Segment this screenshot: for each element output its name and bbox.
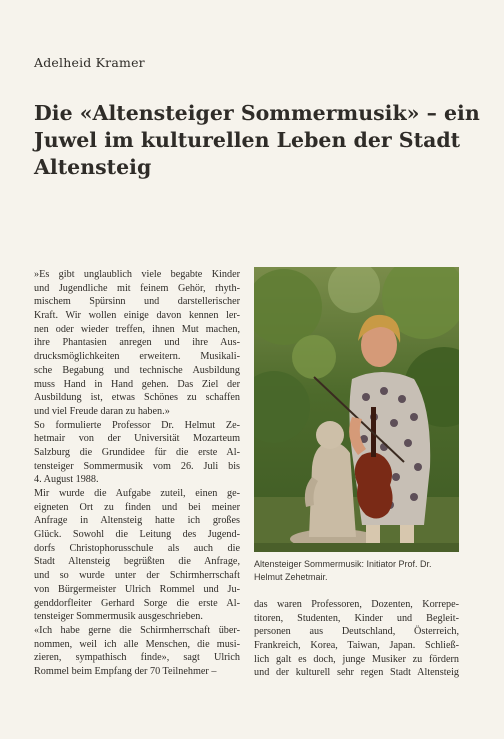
text-line: und viel Freude daran zu haben.» bbox=[34, 405, 170, 417]
text-line: Glück. Sowohl die Leitung des Jugend- bbox=[34, 529, 240, 541]
text-line: ihre Phantasien anregen und ihre Aus- bbox=[34, 337, 240, 349]
text-line: So formulierte Professor Dr. Helmut Ze- bbox=[34, 419, 240, 431]
text-line: hetmair von der Universität Mozarteum bbox=[34, 433, 240, 445]
text-line: 4. August 1988. bbox=[34, 474, 99, 486]
text-line: und Jugendliche mit feinem Gehör, rhyth- bbox=[34, 282, 240, 294]
title-line: Juwel im kulturellen Leben der Stadt bbox=[34, 128, 461, 152]
text-line: Stadt Altensteig begrüßten die Anfrage, bbox=[34, 556, 240, 568]
left-text-column bbox=[34, 268, 240, 679]
caption-line: Altensteiger Sommermusik: Initiator Prof. Dr. bbox=[254, 559, 432, 569]
text-line: eigneten Ort zu finden und bei meiner bbox=[34, 501, 240, 513]
photo-illustration bbox=[254, 267, 459, 552]
text-line: «Ich habe gerne die Schirmherrschaft über- bbox=[34, 624, 240, 636]
text-line: von Bürgermeister Ulrich Rommel und Ju- bbox=[34, 583, 240, 595]
text-line: personen aus Deutschland, Österreich, bbox=[254, 626, 459, 638]
text-line: nommen, weil ich alle Menschen, die musi- bbox=[34, 638, 240, 650]
text-line: muss Hand in Hand gehen. Das Ziel der bbox=[34, 378, 240, 390]
title-line: Altensteig bbox=[34, 155, 152, 179]
text-line: und so wurde unter der Schirmherrschaft bbox=[34, 570, 240, 582]
photo-caption bbox=[254, 558, 459, 583]
text-line: tensteiger Sommermusik vom 26. Juli bis bbox=[34, 460, 240, 472]
text-line: drucksmöglichkeiten erweitern. Musikali- bbox=[34, 351, 240, 363]
text-line: »Es gibt unglaublich viele begabte Kinder bbox=[34, 269, 240, 280]
author-name: Adelheid Kramer bbox=[34, 55, 145, 70]
article-title bbox=[34, 100, 480, 181]
text-line: titoren, Studenten, Kinder und Begleit- bbox=[254, 612, 459, 624]
text-line: zieren, sympathisch finde», sagt Ulrich bbox=[34, 652, 240, 664]
text-line: lich galt es doch, junge Musiker zu fördern bbox=[254, 653, 459, 665]
text-line: Ausbildung ist, etwas Schönes zu schaffen bbox=[34, 392, 240, 404]
text-line: Kraft. Wir wollen einige davon kennen ler- bbox=[34, 310, 240, 322]
caption-line: Helmut Zehetmair. bbox=[254, 571, 328, 582]
title-line: Die «Altensteiger Sommermusik» – ein bbox=[34, 101, 480, 125]
text-line: sche Begabung und technische Ausbildung bbox=[34, 364, 240, 376]
right-text-column bbox=[254, 598, 459, 680]
text-line: das waren Professoren, Dozenten, Korrepe- bbox=[254, 599, 459, 610]
text-line: Salzburg die Grundidee für die erste Al- bbox=[34, 446, 240, 458]
text-line: dorfs Christophorusschule als auch die bbox=[34, 542, 240, 554]
text-line: genddorfleiter Gerhard Sorge die erste Al- bbox=[34, 597, 240, 609]
text-line: Anfrage in Altensteig hatte ich großes bbox=[34, 515, 240, 527]
text-line: Mir wurde die Aufgabe zuteil, einen ge- bbox=[34, 488, 240, 499]
text-line: Frankreich, Korea, Taiwan, Japan. Schließ- bbox=[254, 640, 459, 652]
text-line: und der kulturell sehr regen Stadt Altensteig bbox=[254, 667, 459, 679]
text-line: nen oder wieder treffen, ihnen Mut machen, bbox=[34, 323, 240, 335]
text-line: Rommel beim Empfang der 70 Teilnehmer – bbox=[34, 665, 217, 677]
text-line: tensteiger Sommermusik ausgeschrieben. bbox=[34, 611, 203, 623]
portrait-photo bbox=[254, 267, 459, 552]
text-line: mischem Spürsinn und darstellerischer bbox=[34, 296, 240, 308]
